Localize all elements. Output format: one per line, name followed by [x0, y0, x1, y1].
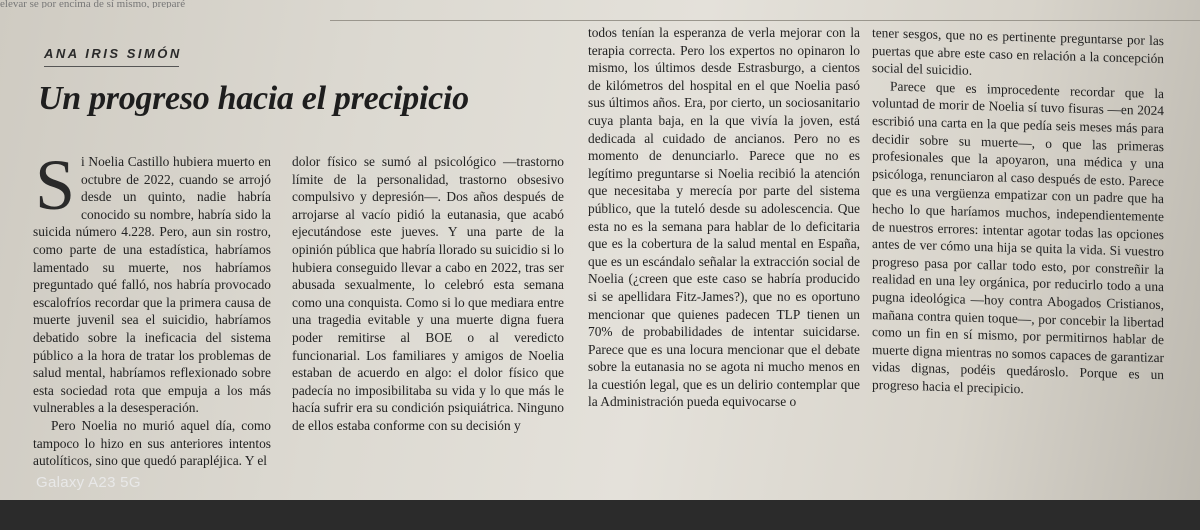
- paragraph-1-text: i Noelia Castillo hubiera muerto en octubre de 2022, cuando se arrojó desde un quinto, nadie habría conocido su nombre, habría sido la suicida número 4.228. Pero, aun sin rostro, como parte de una estadística, habríamos lamentado su muerte, nos habríamos preguntado qué falló, nos habría provocado escalofríos recordar que la primera causa de muerte juvenil sea el suicidio, habríamos debatido sobre la ineficacia del sistema público a la hora de tratar los problemas de salud mental, habríamos reflexionado sobre esta sociedad rota que empuja a los más vulnerables a la desesperación.: [33, 154, 271, 416]
- paragraph-1: [33, 145, 271, 417]
- article-title: Un progreso hacia el precipicio: [38, 80, 469, 117]
- paragraph-2: Pero Noelia no murió aquel día, como tampoco lo hizo en sus anteriores intentos autolíticos, sino que quedó parapléjica. Y el: [33, 417, 271, 469]
- top-rule: [330, 20, 1200, 21]
- column-4: [872, 24, 1164, 402]
- column-3: [588, 24, 860, 411]
- column-1: [33, 145, 271, 470]
- previous-article-fragment: elevar se por encima de sí mismo, preparé: [0, 0, 186, 8]
- paragraph-4: todos tenían la esperanza de verla mejorar con la terapia correcta. Pero los expertos no opinaron lo mismo, los últimos desde Estrasburgo, a cientos de kilómetros del hospital en el que Noelia pasó sus últimos años. Era, por cierto, un sociosanitario cuya planta baja, en la que vivía la joven, está dedicada al cuidado de ancianos. Pero no es momento de denunciarlo. Parece que no es legítimo preguntarse si Noelia recibió la atención que necesitaba y merecía por parte del sistema público, que la tuteló desde su adolescencia. Que esta no es la semana para hablar de lo deficitaria que es la cobertura de la salud mental en España, que es un escándalo señalar la extracción social de Noelia (¿creen que este caso se habría producido si se apellidara Fitz-James?), que no es oportuno mencionar que quienes padecen TLP tienen un 70% de probabilidades de intentar suicidarse. Parece que es una locura mencionar que el debate sobre la eutanasia no se agota ni mucho menos en la cuestión legal, que es un delirio contemplar que la Administración pueda equivocarse o: [588, 25, 860, 410]
- column-2: [292, 153, 564, 435]
- paragraph-6: Parece que es improcedente recordar que la voluntad de morir de Noelia sí tuvo fisuras —en 2024 escribió una carta en la que pedía seis meses más para decidir sobre su muerte—, o que las primeras profesionales que la apoyaron, una médica y una psicóloga, renunciaron al caso después de esto. Parece que es una vergüenza empatizar con un padre que ha hecho lo que haríamos muchos, independientemente de nuestros errores: intentar agotar todas las opciones antes de ver cómo una hija se quita la vida. Si vuestro progreso pasa por callar todo esto, por constreñir la realidad en una ley orgánica, por reducirlo todo a una pugna ideológica —hoy contra Abogados Cristianos, mañana contra quien toque—, por concebir la libertad como un fin en sí mismo, por permitirnos hablar de muerte digna mientras no somos capaces de garantizar vidas dignas, podéis quedároslo. Porque es un progreso hacia el precipicio.: [872, 78, 1164, 397]
- author-byline: ANA IRIS SIMÓN: [44, 46, 182, 61]
- paragraph-3: dolor físico se sumó al psicológico —trastorno límite de la personalidad, trastorno obsesivo compulsivo y depresión—. Dos años después de arrojarse al vacío pidió la eutanasia, que acabó ejecutándose este jueves. Y una parte de la opinión pública que habría llorado su suicidio si lo hubiera conseguido llevar a cabo en 2022, tras ser abusada sexualmente, lo celebró esta semana como una conquista. Como si lo que mediara entre una tragedia evitable y una muerte digna fuera poder remitirse al BOE o al veredicto funcionarial. Los familiares y amigos de Noelia estaban de acuerdo en algo: el dolor físico que padecía no imposibilitaba su vida y lo que más le hacía sufrir era su condición psiquiátrica. Ninguno de ellos estaba conforme con su decisión y: [292, 154, 564, 433]
- camera-watermark: Galaxy A23 5G: [36, 474, 141, 491]
- drop-cap: S: [35, 145, 76, 225]
- paragraph-5: tener sesgos, que no es pertinente preguntarse por las puertas que abre este caso en relación a la concepción social del suicidio.: [872, 25, 1164, 78]
- byline-rule: [44, 66, 179, 67]
